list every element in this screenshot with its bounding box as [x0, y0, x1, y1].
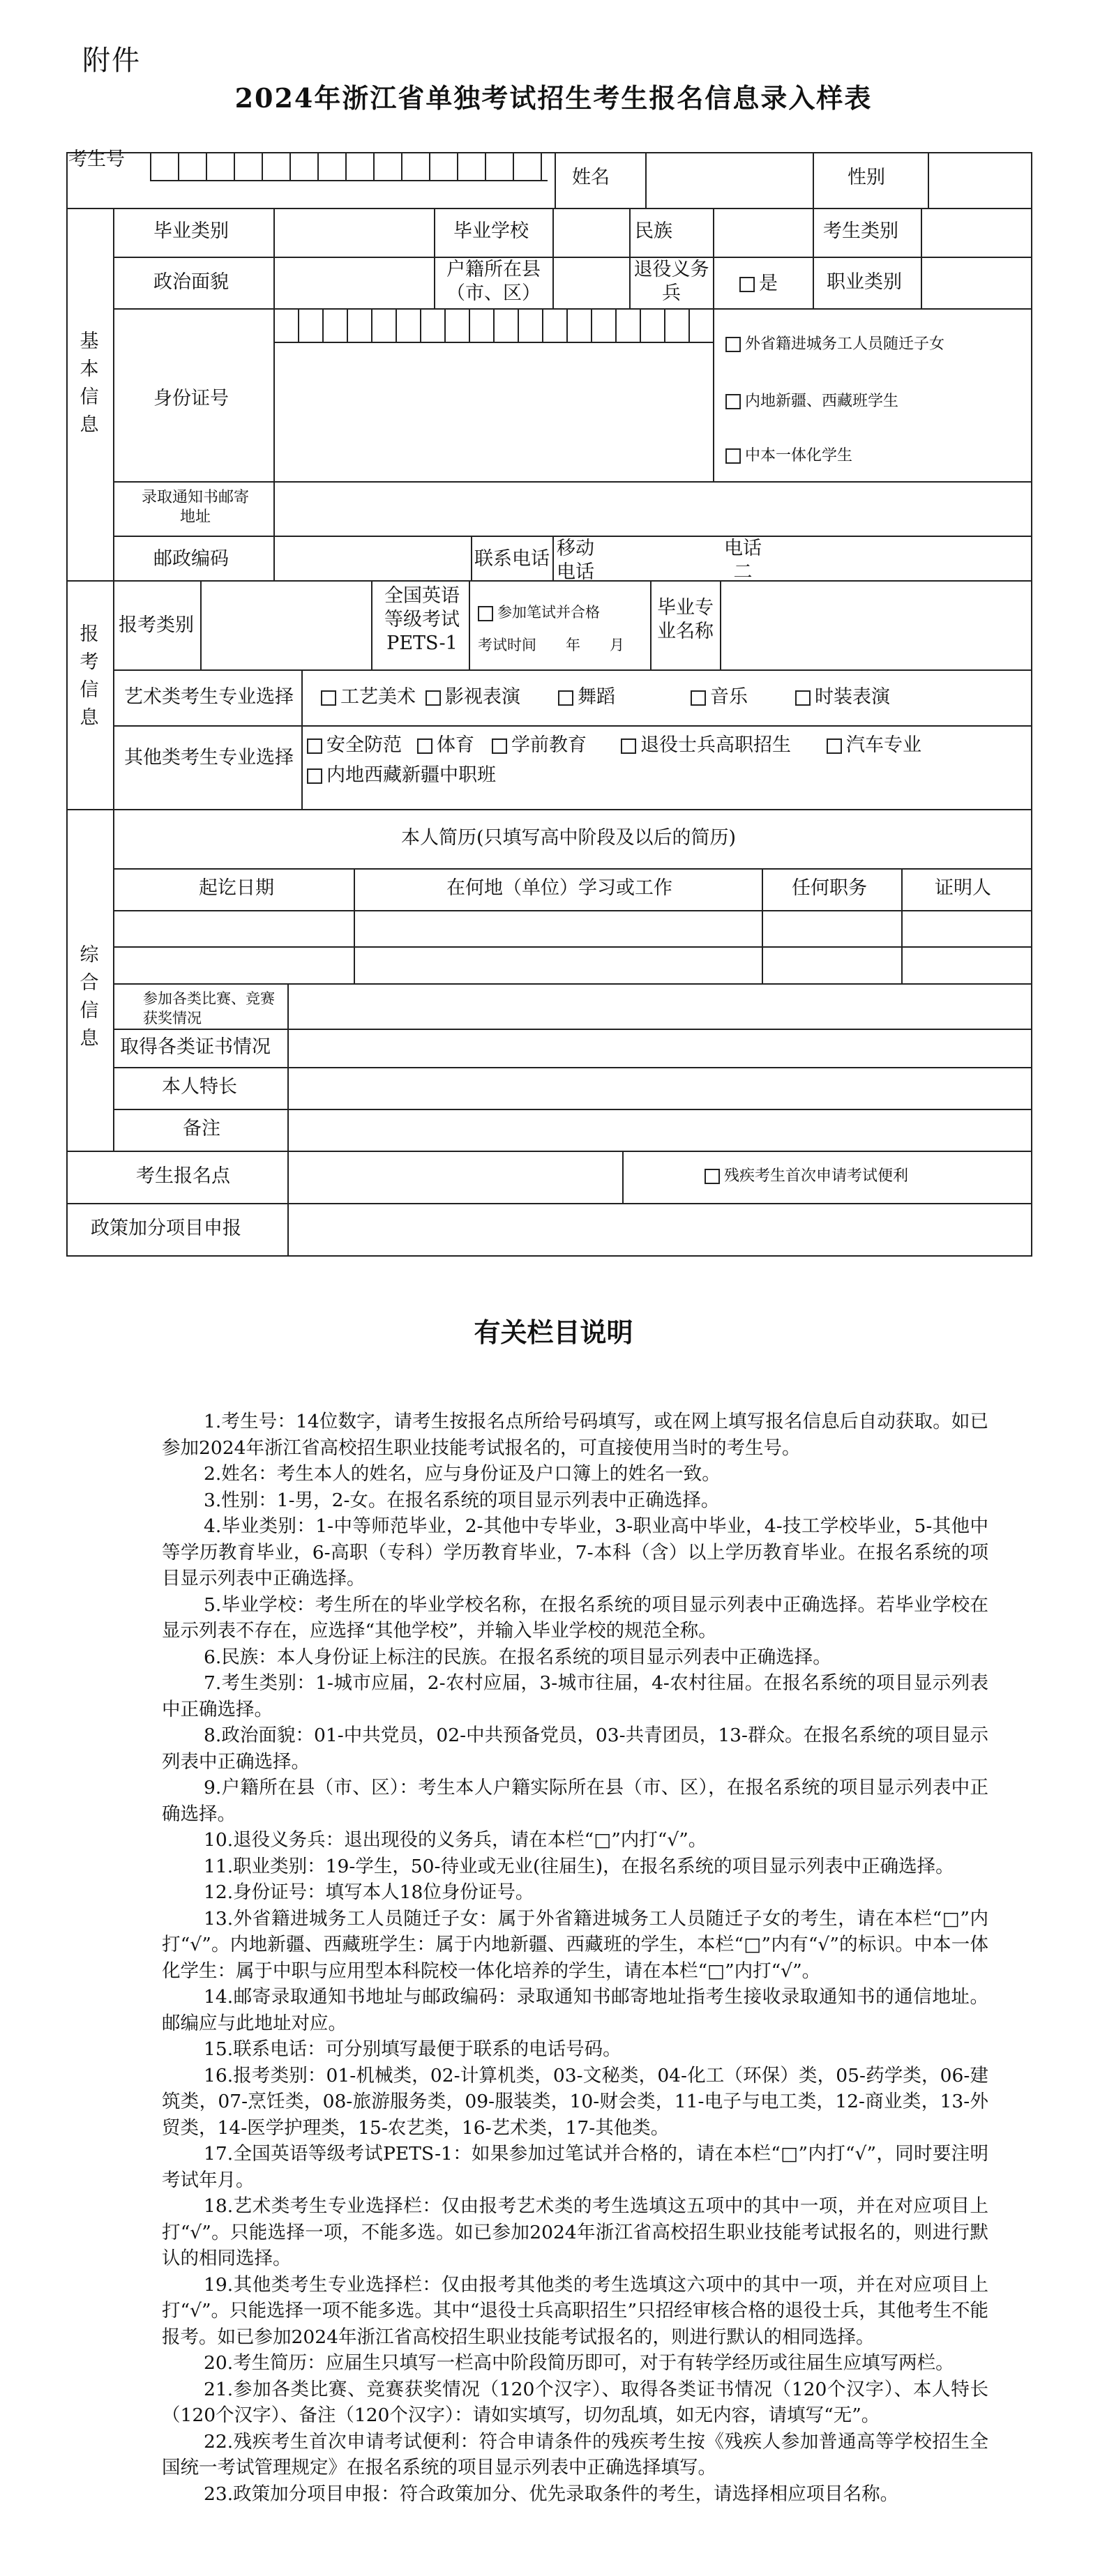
pets-pass-label: 参加笔试并合格	[497, 604, 600, 621]
competitions-label: 参加各类比赛、竞赛获奖情况	[143, 990, 275, 1027]
pets-pass-checkbox[interactable]	[478, 606, 493, 621]
art-major-option-4[interactable]	[795, 685, 890, 709]
occupation-category-label: 职业类别	[827, 271, 902, 293]
art-major-select-label: 艺术类考生专业选择	[124, 686, 294, 708]
migrant-child-label: 外省籍进城务工人员随迁子女	[745, 335, 945, 353]
resume-title: 本人简历(只填写高中阶段及以后的简历)	[401, 827, 737, 849]
note-item: 10.退役义务兵：退出现役的义务兵，请在本栏“□”内打“√”。	[204, 1829, 707, 1851]
form-title: 2024年浙江省单独考试招生考生报名信息录入样表	[234, 82, 873, 114]
art-major-option-0[interactable]	[321, 685, 416, 709]
note-item: 14.邮寄录取通知书地址与邮政编码：录取通知书邮寄地址指考生接收录取通知书的通信地址。邮编应与此地址对应。	[162, 1986, 988, 2034]
other-major-checkbox[interactable]	[492, 738, 507, 754]
graduation-school-label: 毕业学校	[453, 220, 529, 242]
art-major-label: 音乐	[710, 686, 748, 708]
note-item: 23.政策加分项目申报：符合政策加分、优先录取条件的考生，请选择相应项目名称。	[204, 2483, 899, 2505]
note-item: 5.毕业学校：考生所在的毕业学校名称，在报名系统的项目显示列表中正确选择。若毕业学校在显示列表不存在，应选择“其他学校”，并输入毕业学校的规范全称。	[162, 1593, 988, 1642]
ethnicity-label: 民族	[635, 220, 672, 242]
basic-info-section-label: 基本信息	[80, 331, 99, 436]
disabled-request-checkbox[interactable]	[705, 1169, 720, 1184]
veteran-label: 退役义务兵	[633, 259, 709, 304]
art-major-label: 影视表演	[445, 686, 520, 708]
disabled-request-label: 残疾考生首次申请考试便利	[724, 1167, 909, 1185]
other-major-select-label: 其他类考生专业选择	[124, 747, 294, 768]
registration-site-label: 考生报名点	[136, 1165, 230, 1187]
contact-phone-label: 联系电话	[474, 548, 550, 570]
pets-label: 全国英语等级考试PETS-1	[384, 585, 460, 654]
art-major-checkbox[interactable]	[795, 690, 811, 706]
other-major-checkbox[interactable]	[621, 738, 636, 754]
art-major-label: 工艺美术	[340, 686, 416, 708]
xinjiang-tibet-label: 内地新疆、西藏班学生	[745, 393, 899, 410]
other-major-label: 汽车专业	[846, 734, 921, 756]
note-item: 21.参加各类比赛、竞赛获奖情况（120个汉字）、取得各类证书情况（120个汉字）、本人特长（120个汉字）、备注（120个汉字）：请如实填写，切勿乱填，如无内容，请填写“无”。	[162, 2378, 988, 2426]
zhongben-checkbox[interactable]	[725, 448, 741, 464]
note-item: 6.民族：本人身份证上标注的民族。在报名系统的项目显示列表中正确选择。	[204, 1646, 831, 1668]
note-item: 16.报考类别：01-机械类，02-计算机类，03-文秘类，04-化工（环保）类，05-药学类，06-建筑类，07-烹饪类，08-旅游服务类，09-服装类，10-财会类，11-电子与电工类，12-商业类，13-外贸类，14-医学护理类，15-农艺类，16-艺术类，17-其他类。	[162, 2064, 988, 2139]
other-major-checkbox[interactable]	[307, 768, 322, 784]
resume-col-dates: 起讫日期	[199, 877, 274, 899]
exam-time-label: 考试时间 年 月	[478, 637, 624, 653]
xinjiang-tibet-option[interactable]	[725, 392, 898, 411]
resume-col-position: 任何职务	[792, 877, 867, 899]
apply-info-section-label: 报考信息	[80, 623, 99, 729]
certificates-label: 取得各类证书情况	[120, 1036, 271, 1058]
other-major-label: 内地西藏新疆中职班	[326, 764, 496, 786]
art-major-label: 舞蹈	[578, 686, 615, 708]
migrant-child-checkbox[interactable]	[725, 337, 741, 352]
art-major-checkbox[interactable]	[321, 690, 336, 706]
pets-pass-option[interactable]	[478, 603, 600, 621]
other-major-checkbox[interactable]	[307, 738, 322, 754]
note-item: 20.考生简历：应届生只填写一栏高中阶段简历即可，对于有转学经历或往届生应填写两栏。	[204, 2352, 954, 2374]
other-major-checkbox[interactable]	[827, 738, 842, 754]
apply-category-label: 报考类别	[119, 614, 194, 636]
migrant-child-option[interactable]	[725, 335, 944, 354]
specialty-label: 本人特长	[162, 1076, 237, 1098]
other-major-label: 安全防范	[326, 734, 402, 756]
note-item: 18.艺术类考生专业选择栏：仅由报考艺术类的考生选填这五项中的其中一项，并在对应项目上打“√”。只能选择一项，不能多选。如已参加2024年浙江省高校招生职业技能考试报名的，则进行默认的相同选择。	[162, 2195, 988, 2269]
note-item: 3.性别：1-男，2-女。在报名系统的项目显示列表中正确选择。	[204, 1489, 720, 1511]
other-major-label: 退役士兵高职招生	[640, 734, 791, 756]
gender-label: 性别	[848, 167, 885, 188]
phone2-label: 电话二	[724, 538, 762, 583]
other-major-option-4[interactable]	[827, 734, 921, 757]
other-major-option-2[interactable]	[492, 734, 587, 757]
note-item: 13.外省籍进城务工人员随迁子女：属于外省籍进城务工人员随迁子女的考生，请在本栏“□”内打“√”。内地新疆、西藏班学生：属于内地新疆、西藏班的学生，本栏“□”内有“√”的标识。中本一体化学生：属于中职与应用型本科院校一体化培养的学生，请在本栏“□”内打“√”。	[162, 1907, 988, 1982]
xinjiang-tibet-checkbox[interactable]	[725, 394, 741, 409]
political-status-label: 政治面貌	[153, 271, 229, 293]
resume-col-place: 在何地（单位）学习或工作	[446, 877, 672, 899]
other-major-option-3[interactable]	[621, 734, 791, 757]
other-major-option-1[interactable]	[417, 734, 474, 757]
art-major-option-2[interactable]	[558, 685, 615, 709]
note-item: 4.毕业类别：1-中等师范毕业，2-其他中专毕业，3-职业高中毕业，4-技工学校毕业，5-其他中等学历教育毕业，6-高职（专科）学历教育毕业，7-本科（含）以上学历教育毕业。在报名系统的项目显示列表中正确选择。	[162, 1515, 988, 1589]
name-label: 姓名	[572, 167, 610, 188]
veteran-checkbox[interactable]	[739, 277, 755, 292]
veteran-yes-option[interactable]	[739, 272, 778, 296]
note-item: 12.身份证号：填写本人18位身份证号。	[204, 1881, 534, 1903]
note-item: 11.职业类别：19-学生，50-待业或无业(往届生)，在报名系统的项目显示列表中正确选择。	[204, 1855, 954, 1877]
note-item: 8.政治面貌：01-中共党员，02-中共预备党员，03-共青团员，13-群众。在报名系统的项目显示列表中正确选择。	[162, 1725, 988, 1773]
note-item: 22.残疾考生首次申请考试便利：符合申请条件的残疾考生按《残疾人参加普通高等学校招生全国统一考试管理规定》在报名系统的项目显示列表中正确选择填写。	[162, 2430, 988, 2478]
id-number-label: 身份证号	[153, 388, 229, 409]
art-major-label: 时装表演	[815, 686, 890, 708]
candidate-category-label: 考生类别	[823, 220, 898, 242]
art-major-checkbox[interactable]	[691, 690, 706, 706]
general-info-section-label: 综合信息	[80, 944, 99, 1050]
note-item: 2.姓名：考生本人的姓名，应与身份证及户口簿上的姓名一致。	[204, 1463, 721, 1485]
note-item: 19.其他类考生专业选择栏：仅由报考其他类的考生选填这六项中的其中一项，并在对应项目上打“√”。只能选择一项不能多选。其中“退役士兵高职招生”只招经审核合格的退役士兵，其他考生不能报考。如已参加2024年浙江省高校招生职业技能考试报名的，则进行默认的相同选择。	[162, 2273, 988, 2348]
veteran-yes-label: 是	[759, 273, 778, 294]
note-item: 17.全国英语等级考试PETS-1：如果参加过笔试并合格的，请在本栏“□”内打“√”，同时要注明考试年月。	[162, 2143, 988, 2191]
art-major-option-1[interactable]	[426, 685, 520, 709]
art-major-option-3[interactable]	[691, 685, 748, 709]
household-county-label: 户籍所在县（市、区）	[446, 259, 541, 304]
art-major-checkbox[interactable]	[558, 690, 573, 706]
note-item: 9.户籍所在县（市、区）：考生本人户籍实际所在县（市、区），在报名系统的项目显示列表中正确选择。	[162, 1777, 988, 1825]
other-major-checkbox[interactable]	[417, 738, 432, 754]
notes-title: 有关栏目说明	[474, 1317, 633, 1348]
resume-col-referee: 证明人	[935, 877, 991, 899]
other-major-label: 体育	[437, 734, 474, 756]
graduation-category-label: 毕业类别	[153, 220, 229, 242]
note-item: 1.考生号：14位数字，请考生按报名点所给号码填写，或在网上填写报名信息后自动获取。如已参加2024年浙江省高校招生职业技能考试报名的，可直接使用当时的考生号。	[162, 1411, 988, 1459]
mobile-phone-label: 移动电话	[557, 538, 594, 583]
other-major-option-0[interactable]	[307, 734, 402, 757]
other-major-option-5[interactable]	[307, 764, 496, 787]
postal-code-label: 邮政编码	[153, 548, 229, 570]
policy-bonus-label: 政策加分项目申报	[91, 1218, 241, 1239]
note-item: 15.联系电话：可分别填写最便于联系的电话号码。	[204, 2038, 622, 2060]
attachment-label: 附件	[82, 45, 141, 77]
mail-address-label: 录取通知书邮寄地址	[141, 489, 249, 526]
remarks-label: 备注	[183, 1118, 220, 1139]
other-major-label: 学前教育	[511, 734, 587, 756]
note-item: 7.考生类别：1-城市应届，2-农村应届，3-城市往届，4-农村往届。在报名系统的项目显示列表中正确选择。	[162, 1672, 988, 1720]
graduation-major-label: 毕业专业名称	[657, 597, 714, 642]
exam-number-label: 考生号	[68, 149, 125, 170]
art-major-checkbox[interactable]	[426, 690, 441, 706]
zhongben-label: 中本一体化学生	[745, 447, 853, 464]
zhongben-option[interactable]	[725, 446, 852, 466]
disabled-request-option[interactable]	[705, 1167, 908, 1186]
notes-list	[162, 1409, 988, 2507]
